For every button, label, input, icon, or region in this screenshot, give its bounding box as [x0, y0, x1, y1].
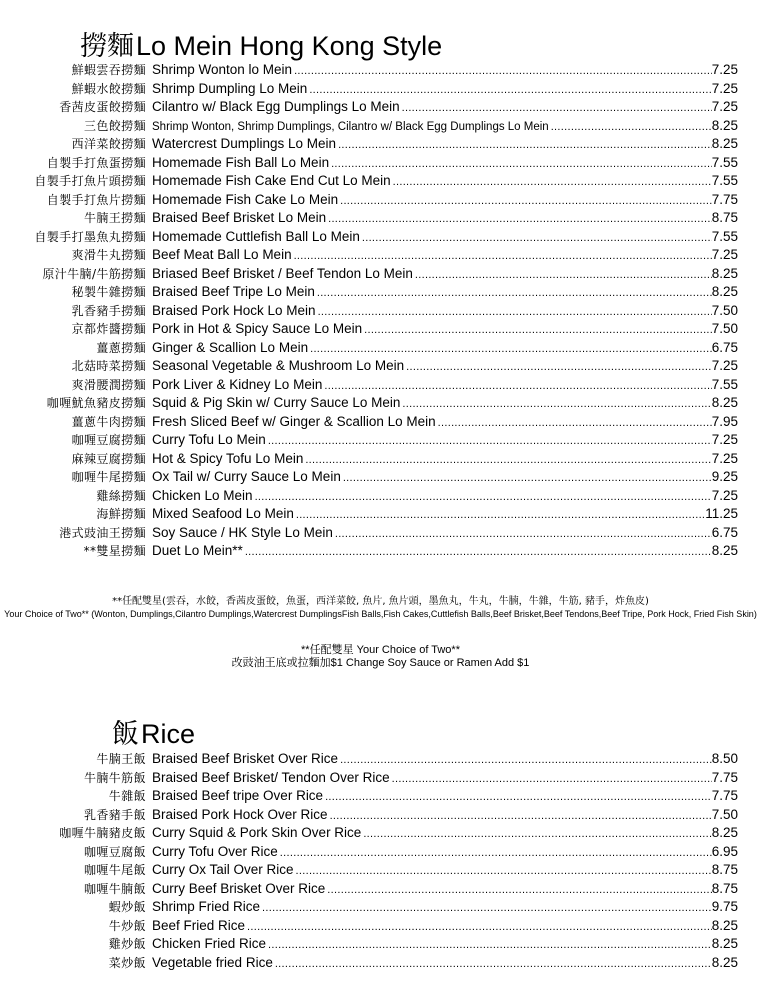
- rice-title-zh: 飯: [112, 719, 139, 750]
- menu-item-price: 8.75: [711, 210, 738, 225]
- menu-item-chinese-name: 薑蔥牛肉撈麵: [71, 414, 146, 429]
- dot-leader: [362, 229, 712, 248]
- menu-item-price: 6.75: [711, 339, 738, 355]
- menu-item-chinese-name: 牛腩王撈麵: [83, 211, 146, 225]
- menu-item-english-name: Watercrest Dumplings Lo Mein: [152, 136, 337, 151]
- menu-item: [0, 769, 738, 788]
- menu-item-chinese-name: 自製手打魚片撈麵: [46, 192, 146, 207]
- rice-section-title: [112, 712, 195, 751]
- dot-leader: [406, 358, 712, 377]
- menu-item: [0, 154, 738, 173]
- menu-item-price: 7.25: [711, 358, 738, 373]
- menu-item: [0, 339, 738, 358]
- menu-item-english-name: Shrimp Dumpling Lo Mein: [152, 80, 308, 96]
- dot-leader: [338, 136, 712, 155]
- menu-item-price: 11.25: [705, 506, 738, 521]
- menu-item-price: 7.55: [711, 376, 738, 392]
- menu-item-chinese-name: 牛腩牛筋飯: [83, 770, 146, 785]
- dot-leader: [296, 506, 705, 525]
- menu-item: [0, 413, 738, 432]
- dot-leader: [325, 788, 712, 807]
- menu-item-english-name: Chicken Lo Mein: [152, 487, 253, 503]
- dot-leader: [328, 210, 712, 229]
- menu-item-chinese-name: 爽滑腰潤撈麵: [71, 377, 146, 392]
- menu-item: [0, 302, 738, 321]
- menu-item-chinese-name: 麻辣豆腐撈麵: [71, 451, 146, 466]
- choice-of-two-chinese: **任配雙星(雲吞，水餃，香茜皮蛋餃，魚蛋，西洋菜餃, 魚片, 魚片頭，墨魚丸，牛丸，牛腩，牛雜，牛筋, 豬手，炸魚皮): [112, 596, 649, 607]
- dot-leader: [296, 862, 712, 881]
- menu-item-chinese-name: 京都炸醬撈麵: [71, 322, 146, 336]
- menu-item: [0, 394, 738, 413]
- menu-item: [0, 61, 738, 80]
- menu-item-price: 8.75: [711, 862, 738, 877]
- rice-menu-list: [0, 750, 738, 972]
- menu-item-chinese-name: 自製手打魚片頭撈麵: [34, 174, 146, 188]
- menu-item: [0, 228, 738, 247]
- menu-item-price: 7.25: [711, 432, 738, 447]
- dot-leader: [551, 118, 712, 137]
- menu-item-chinese-name: 咖喱牛腩豬皮飯: [59, 826, 146, 840]
- menu-item-price: 8.25: [711, 265, 738, 281]
- menu-item: [0, 80, 738, 99]
- menu-item-price: 8.25: [711, 284, 738, 299]
- menu-item: [0, 843, 738, 862]
- menu-item-chinese-name: 自製手打魚蛋撈麵: [46, 155, 146, 170]
- menu-item-english-name: Curry Tofu Lo Mein: [152, 432, 266, 447]
- menu-item: [0, 357, 738, 376]
- dot-leader: [245, 543, 712, 562]
- menu-item-price: 7.75: [711, 191, 738, 207]
- menu-item: [0, 468, 738, 487]
- menu-item-price: 8.25: [711, 395, 738, 410]
- dot-leader: [305, 451, 711, 470]
- menu-item-english-name: Curry Squid & Pork Skin Over Rice: [152, 825, 362, 840]
- dot-leader: [317, 284, 712, 303]
- menu-item-english-name: Curry Beef Brisket Over Rice: [152, 880, 326, 896]
- menu-item: [0, 246, 738, 265]
- menu-item-chinese-name: 鮮蝦雲吞撈麵: [71, 63, 146, 77]
- menu-item-price: 8.25: [711, 825, 738, 840]
- menu-item-price: 7.50: [711, 321, 738, 336]
- menu-item-chinese-name: 咖喱牛尾撈麵: [71, 470, 146, 484]
- menu-item: [0, 135, 738, 154]
- dot-leader: [318, 303, 712, 322]
- dot-leader: [340, 192, 712, 211]
- menu-item-english-name: Fresh Sliced Beef w/ Ginger & Scallion Lo Mein: [152, 413, 436, 429]
- menu-item: [0, 98, 738, 117]
- menu-item-chinese-name: 香茜皮蛋餃撈麵: [59, 100, 146, 114]
- menu-item: [0, 898, 738, 917]
- menu-item-chinese-name: 海鮮撈麵: [96, 507, 146, 521]
- dot-leader: [294, 247, 712, 266]
- menu-item-english-name: Beef Meat Ball Lo Mein: [152, 247, 292, 262]
- dot-leader: [331, 155, 712, 174]
- lomein-menu-list: [0, 61, 738, 561]
- menu-item: [0, 191, 738, 210]
- menu-item-chinese-name: 蝦炒飯: [108, 900, 146, 914]
- menu-item-chinese-name: 原汁牛腩/牛筋撈麵: [42, 266, 146, 281]
- menu-item-chinese-name: 北菇時菜撈麵: [71, 359, 146, 373]
- menu-item-price: 7.50: [711, 806, 738, 822]
- menu-item-price: 7.75: [711, 769, 738, 785]
- dot-leader: [363, 825, 711, 844]
- menu-item-price: 9.75: [711, 899, 738, 914]
- change-sauce-note: 改豉油王底或拉麵加$1 Change Soy Sauce or Ramen Add $1: [231, 657, 530, 669]
- menu-item: [0, 954, 738, 973]
- dot-leader: [309, 81, 711, 100]
- menu-item-chinese-name: 三色餃撈麵: [83, 118, 146, 133]
- menu-item-price: 8.25: [711, 136, 738, 151]
- menu-item-price: 7.55: [711, 173, 738, 188]
- dot-leader: [294, 62, 712, 81]
- menu-item-english-name: Ginger & Scallion Lo Mein: [152, 339, 309, 355]
- menu-item-chinese-name: 牛腩王飯: [96, 752, 146, 766]
- menu-item-price: 8.25: [711, 917, 738, 933]
- menu-item-english-name: Squid & Pig Skin w/ Curry Sauce Lo Mein: [152, 395, 401, 410]
- menu-item-chinese-name: 秘製牛雜撈麵: [71, 285, 146, 299]
- menu-item-chinese-name: 乳香豬手撈麵: [71, 303, 146, 318]
- menu-item-price: 8.25: [711, 954, 738, 970]
- dot-leader: [275, 955, 712, 974]
- menu-item-price: 7.55: [711, 154, 738, 170]
- menu-item-price: 7.75: [711, 788, 738, 803]
- menu-item-price: 6.75: [711, 524, 738, 540]
- lomein-title-zh: 撈麵: [80, 31, 134, 62]
- menu-item-price: 7.25: [711, 247, 738, 262]
- dot-leader: [324, 377, 711, 396]
- menu-item-english-name: Homemade Cuttlefish Ball Lo Mein: [152, 228, 360, 244]
- dot-leader: [402, 99, 712, 118]
- menu-item-chinese-name: 西洋菜餃撈麵: [71, 137, 146, 151]
- menu-item-english-name: Mixed Seafood Lo Mein: [152, 506, 294, 521]
- dot-leader: [247, 918, 712, 937]
- menu-item: [0, 450, 738, 469]
- dot-leader: [340, 751, 712, 770]
- dot-leader: [262, 899, 712, 918]
- menu-item-english-name: Vegetable fried Rice: [152, 954, 273, 970]
- dot-leader: [310, 340, 712, 359]
- menu-item-chinese-name: 咖喱牛尾飯: [83, 863, 146, 877]
- dot-leader: [268, 936, 712, 955]
- menu-item-price: 6.95: [711, 843, 738, 859]
- dot-leader: [438, 414, 712, 433]
- menu-item-price: 7.25: [711, 487, 738, 503]
- menu-item: [0, 806, 738, 825]
- choice-of-two-english: Your Choice of Two** (Wonton, Dumplings,Cilantro Dumplings,Watercrest DumplingsFish Balls,Fish Cakes,Cuttlefish Balls,Beef Brisket,Beef Tendons,Beef Tripe, Pork Hock, Fried Fish Skin): [4, 609, 757, 619]
- menu-item-price: 7.95: [711, 413, 738, 429]
- menu-item: [0, 320, 738, 339]
- menu-item-price: 7.25: [711, 62, 738, 77]
- menu-item: [0, 487, 738, 506]
- menu-item-english-name: Ox Tail w/ Curry Sauce Lo Mein: [152, 469, 341, 484]
- dot-leader: [392, 770, 712, 789]
- menu-item-english-name: Briased Beef Brisket / Beef Tendon Lo Mein: [152, 265, 413, 281]
- menu-item-chinese-name: 菜炒飯: [108, 955, 146, 970]
- dot-leader: [364, 321, 712, 340]
- menu-item: [0, 787, 738, 806]
- menu-item-chinese-name: 雞絲撈麵: [96, 488, 146, 503]
- menu-item: [0, 265, 738, 284]
- menu-item-english-name: Shrimp Wonton lo Mein: [152, 62, 293, 77]
- menu-item-english-name: Shrimp Fried Rice: [152, 899, 261, 914]
- dot-leader: [402, 395, 711, 414]
- menu-item-chinese-name: 咖喱豆腐飯: [83, 844, 146, 859]
- dot-leader: [415, 266, 712, 285]
- menu-item-english-name: Homemade Fish Ball Lo Mein: [152, 154, 330, 170]
- dot-leader: [268, 432, 712, 451]
- menu-item-english-name: Homemade Fish Cake Lo Mein: [152, 191, 339, 207]
- menu-item-chinese-name: 鮮蝦水餃撈麵: [71, 81, 146, 96]
- menu-item: [0, 376, 738, 395]
- menu-item-chinese-name: 自製手打墨魚丸撈麵: [34, 229, 146, 244]
- menu-item-english-name: Duet Lo Mein**: [152, 543, 243, 558]
- menu-item: [0, 431, 738, 450]
- dot-leader: [393, 173, 712, 192]
- choice-note: **任配雙星 Your Choice of Two**: [301, 644, 460, 656]
- menu-item-price: 8.25: [711, 543, 738, 558]
- menu-item-chinese-name: 咖喱豆腐撈麵: [71, 433, 146, 447]
- menu-item-chinese-name: **雙星撈麵: [83, 544, 146, 558]
- dot-leader: [343, 469, 712, 488]
- menu-item-english-name: Braised Pork Hock Over Rice: [152, 806, 328, 822]
- menu-item-english-name: Braised Pork Hock Lo Mein: [152, 302, 316, 318]
- menu-item-english-name: Curry Tofu Over Rice: [152, 843, 278, 859]
- menu-item-chinese-name: 乳香豬手飯: [83, 807, 146, 822]
- menu-item-chinese-name: 爽滑牛丸撈麵: [71, 248, 146, 262]
- menu-item-english-name: Cilantro w/ Black Egg Dumplings Lo Mein: [152, 99, 400, 114]
- menu-item-english-name: Chicken Fried Rice: [152, 936, 267, 951]
- menu-item-price: 8.50: [711, 751, 738, 766]
- menu-item: [0, 861, 738, 880]
- menu-item: [0, 880, 738, 899]
- menu-item: [0, 824, 738, 843]
- dot-leader: [335, 525, 712, 544]
- lomein-title-en: Lo Mein Hong Kong Style: [136, 31, 443, 61]
- menu-item: [0, 542, 738, 561]
- menu-item-english-name: Braised Beef Brisket Lo Mein: [152, 210, 327, 225]
- dot-leader: [327, 881, 711, 900]
- menu-item-english-name: Beef Fried Rice: [152, 917, 246, 933]
- menu-item-english-name: Braised Beef Tripe Lo Mein: [152, 284, 315, 299]
- menu-item-price: 7.25: [711, 450, 738, 466]
- menu-item-price: 7.25: [711, 80, 738, 96]
- menu-item-english-name: Hot & Spicy Tofu Lo Mein: [152, 450, 304, 466]
- menu-item: [0, 917, 738, 936]
- menu-item: [0, 117, 738, 136]
- menu-item: [0, 172, 738, 191]
- menu-item-english-name: Braised Beef Brisket/ Tendon Over Rice: [152, 769, 390, 785]
- menu-item-chinese-name: 牛炒飯: [108, 918, 146, 933]
- dot-leader: [280, 844, 712, 863]
- menu-item-english-name: Braised Beef tripe Over Rice: [152, 788, 324, 803]
- menu-item-price: 8.25: [711, 936, 738, 951]
- menu-item-english-name: Homemade Fish Cake End Cut Lo Mein: [152, 173, 391, 188]
- menu-item-english-name: Braised Beef Brisket Over Rice: [152, 751, 339, 766]
- dot-leader: [330, 807, 712, 826]
- menu-item-english-name: Pork Liver & Kidney Lo Mein: [152, 376, 323, 392]
- menu-item-chinese-name: 雞炒飯: [108, 937, 146, 951]
- lomein-section-title: [80, 24, 442, 63]
- menu-item-english-name: Soy Sauce / HK Style Lo Mein: [152, 524, 333, 540]
- menu-item-english-name: Curry Ox Tail Over Rice: [152, 862, 294, 877]
- menu-item-chinese-name: 咖喱牛腩飯: [83, 881, 146, 896]
- menu-item-chinese-name: 港式豉油王撈麵: [59, 525, 146, 540]
- menu-item: [0, 935, 738, 954]
- menu-item-chinese-name: 牛雜飯: [108, 789, 146, 803]
- menu-item: [0, 283, 738, 302]
- rice-title-en: Rice: [141, 719, 196, 749]
- menu-item-price: 9.25: [711, 469, 738, 484]
- menu-item: [0, 750, 738, 769]
- menu-item-chinese-name: 咖喱魷魚豬皮撈麵: [46, 396, 146, 410]
- menu-item: [0, 524, 738, 543]
- menu-item-chinese-name: 薑蔥撈麵: [96, 340, 146, 355]
- menu-item-price: 7.55: [711, 228, 738, 244]
- menu-item-english-name: Seasonal Vegetable & Mushroom Lo Mein: [152, 358, 405, 373]
- dot-leader: [255, 488, 712, 507]
- menu-item-price: 8.25: [711, 117, 738, 133]
- menu-item-english-name: Pork in Hot & Spicy Sauce Lo Mein: [152, 321, 363, 336]
- menu-item-price: 7.25: [711, 99, 738, 114]
- menu-item: [0, 505, 738, 524]
- menu-item-price: 8.75: [711, 880, 738, 896]
- menu-item-english-name: Shrimp Wonton, Shrimp Dumplings, Cilantro w/ Black Egg Dumplings Lo Mein: [152, 120, 549, 133]
- menu-item: [0, 209, 738, 228]
- menu-item-price: 7.50: [711, 302, 738, 318]
